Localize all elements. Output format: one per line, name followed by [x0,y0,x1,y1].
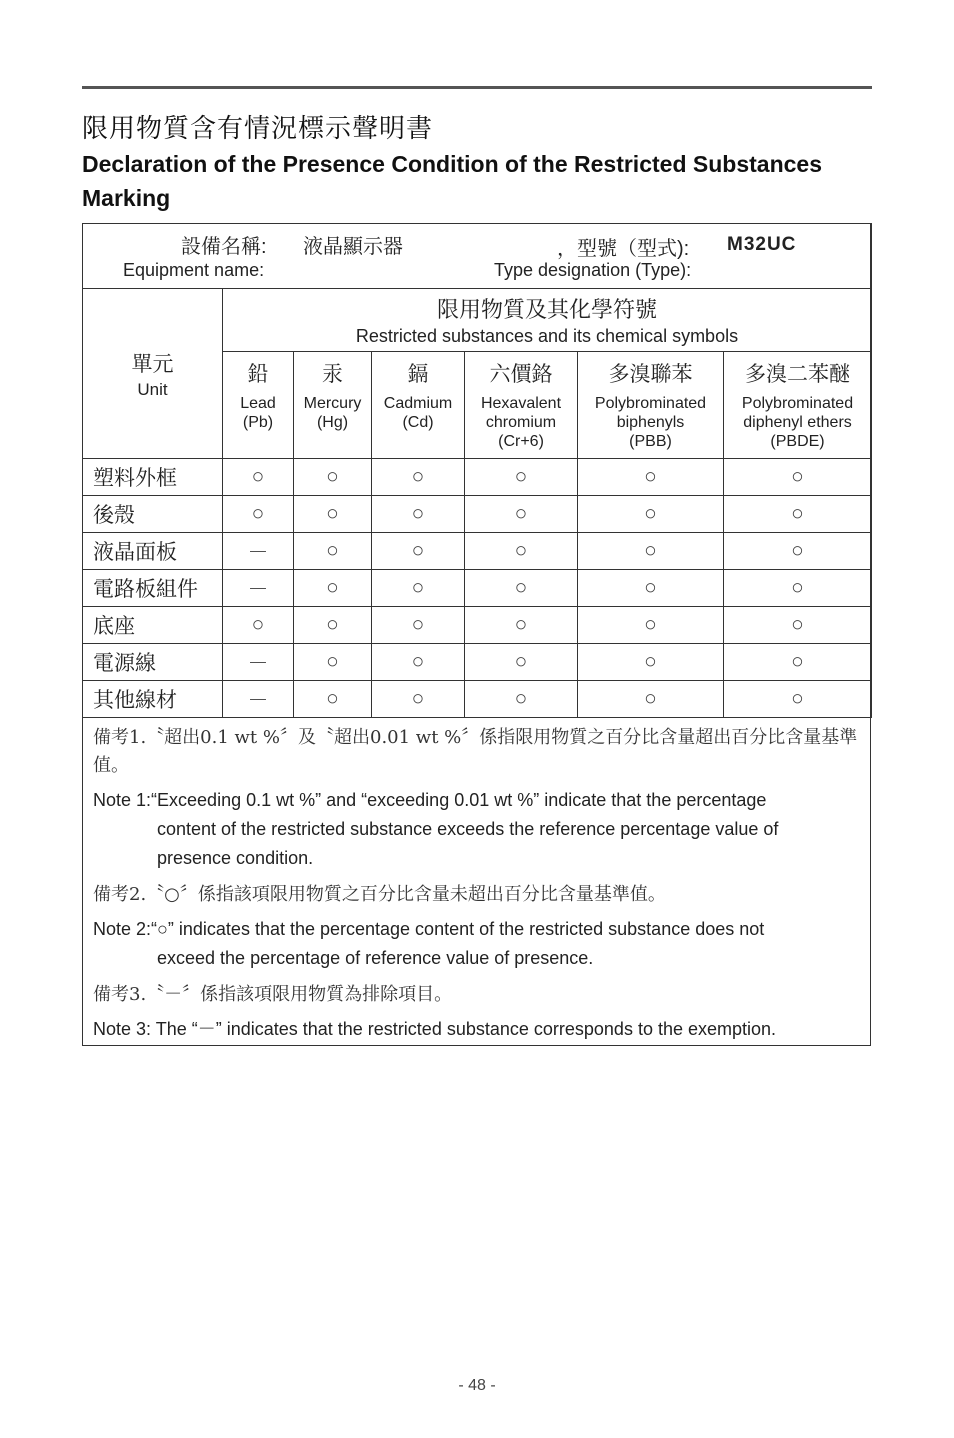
note2-zh: 備考2.〝○〞係指該項限用物質之百分比含量未超出百分比含量基準值。 [93,884,666,905]
presence-mark: ○ [372,496,465,533]
substance-name-zh: 多溴聯苯 [608,363,693,386]
part-name: 塑料外框 [83,459,223,496]
substance-symbol: (Cr+6) [498,433,544,450]
type-designation-label-en: Type designation (Type): [494,260,692,280]
top-rule [82,86,872,89]
part-name: 底座 [83,607,223,644]
substance-symbol: (PBDE) [770,433,825,450]
substance-name-en: Polybrominated diphenyl ethers [741,395,854,431]
presence-mark: ○ [294,644,372,681]
part-name: 液晶面板 [83,533,223,570]
substance-name-en: Lead [240,395,276,412]
note1-zh: 備考1.〝超出0.1 wt %〞及〝超出0.01 wt %〞係指限用物質之百分比含量超出百分比含量基準值。 [93,727,858,776]
note2-en-line2: exceed the percentage of reference value of presence. [157,948,594,968]
presence-mark: － [223,570,294,607]
substance-name-en: Mercury [303,395,362,412]
presence-mark: ○ [372,607,465,644]
note1-en [93,786,863,873]
equipment-name-label-zh: 設備名稱: [181,236,267,258]
model-number: M32UC [727,234,797,255]
presence-mark: ○ [294,607,372,644]
equipment-name-value: 液晶顯示器 [303,236,403,258]
presence-mark: ○ [372,533,465,570]
type-designation-label-zh: ，型號（型式): [557,238,690,260]
substance-name-zh: 鎘 [407,363,429,386]
substance-header-5 [724,352,872,459]
table-row [83,681,872,718]
presence-mark: ○ [294,570,372,607]
part-name: 電源線 [83,644,223,681]
substance-name-zh: 汞 [322,363,343,386]
substance-header-2 [372,352,465,459]
note1-en-line2: content of the restricted substance exceeds the reference percentage value of [157,819,779,839]
unit-label-zh: 單元 [131,352,174,376]
presence-mark: ○ [578,496,724,533]
presence-mark: ○ [465,607,578,644]
table-row [83,533,872,570]
equipment-name-label-en: Equipment name: [123,260,265,280]
note1-en-line1: Note 1:“Exceeding 0.1 wt %” and “exceeding 0.01 wt %” indicate that the percentage [93,790,767,810]
presence-mark: ○ [465,570,578,607]
presence-mark: ○ [372,570,465,607]
notes-section [93,724,863,1044]
presence-mark: ○ [294,533,372,570]
presence-mark: ○ [223,459,294,496]
presence-mark: ○ [578,607,724,644]
part-name: 電路板組件 [83,570,223,607]
table-row [83,644,872,681]
page-number: - 48 - [458,1377,496,1394]
presence-mark: ○ [372,459,465,496]
presence-mark: ○ [724,607,872,644]
presence-mark: － [223,533,294,570]
declaration-table [82,223,872,718]
table-row [83,496,872,533]
table-row [83,607,872,644]
substance-header-0 [223,352,294,459]
substance-symbol: (Pb) [242,414,274,431]
presence-mark: ○ [724,533,872,570]
note1-en-line3: presence condition. [157,848,314,868]
substance-symbol: (Hg) [316,414,349,431]
presence-mark: ○ [578,570,724,607]
presence-mark: ○ [724,644,872,681]
substance-header-1 [294,352,372,459]
presence-mark: ○ [294,459,372,496]
substance-name-en: Hexavalent chromium [480,395,562,431]
declaration-table-frame [82,223,871,1046]
presence-mark: ○ [578,644,724,681]
table-row [83,459,872,496]
presence-mark: ○ [578,681,724,718]
substance-symbol: (Cd) [402,414,434,431]
presence-mark: ○ [465,496,578,533]
part-name: 後殼 [83,496,223,533]
presence-mark: － [223,681,294,718]
part-name: 其他線材 [83,681,223,718]
presence-mark: ○ [465,533,578,570]
note2-en [93,915,863,973]
presence-mark: ○ [724,681,872,718]
unit-label-en: Unit [137,379,168,399]
presence-mark: ○ [465,644,578,681]
presence-mark: ○ [372,681,465,718]
title-english: Declaration of the Presence Condition of the Restricted Substances Marking [82,151,822,211]
substance-symbol: (PBB) [629,433,672,450]
presence-mark: ○ [578,533,724,570]
presence-mark: ○ [223,496,294,533]
title-chinese: 限用物質含有情況標示聲明書 [82,113,434,143]
presence-mark: ○ [724,496,872,533]
restricted-substances-header [223,289,872,352]
table-row [83,570,872,607]
presence-mark: ○ [724,570,872,607]
note3-en: Note 3: The “－” indicates that the restricted substance corresponds to the exemption. [93,1019,777,1039]
presence-mark: ○ [578,459,724,496]
presence-mark: － [223,644,294,681]
substance-name-en: Polybrominated biphenyls [594,395,707,431]
restricted-label-zh: 限用物質及其化學符號 [437,297,658,322]
note3-zh: 備考3.〝－〞係指該項限用物質為排除項目。 [93,984,453,1005]
presence-mark: ○ [465,681,578,718]
unit-header [83,289,223,459]
restricted-label-en: Restricted substances and its chemical symbols [355,326,739,346]
presence-mark: ○ [223,607,294,644]
substance-name-zh: 六價鉻 [489,363,553,386]
substance-name-zh: 多溴二苯醚 [745,363,850,386]
presence-mark: ○ [372,644,465,681]
substance-name-en: Cadmium [383,395,453,412]
presence-mark: ○ [294,496,372,533]
substance-name-zh: 鉛 [247,363,269,386]
presence-mark: ○ [724,459,872,496]
equipment-row [83,224,872,289]
substance-header-4 [578,352,724,459]
substance-header-3 [465,352,578,459]
presence-mark: ○ [294,681,372,718]
presence-mark: ○ [465,459,578,496]
note2-en-line1: Note 2:“○” indicates that the percentage content of the restricted substance does not [93,919,765,939]
